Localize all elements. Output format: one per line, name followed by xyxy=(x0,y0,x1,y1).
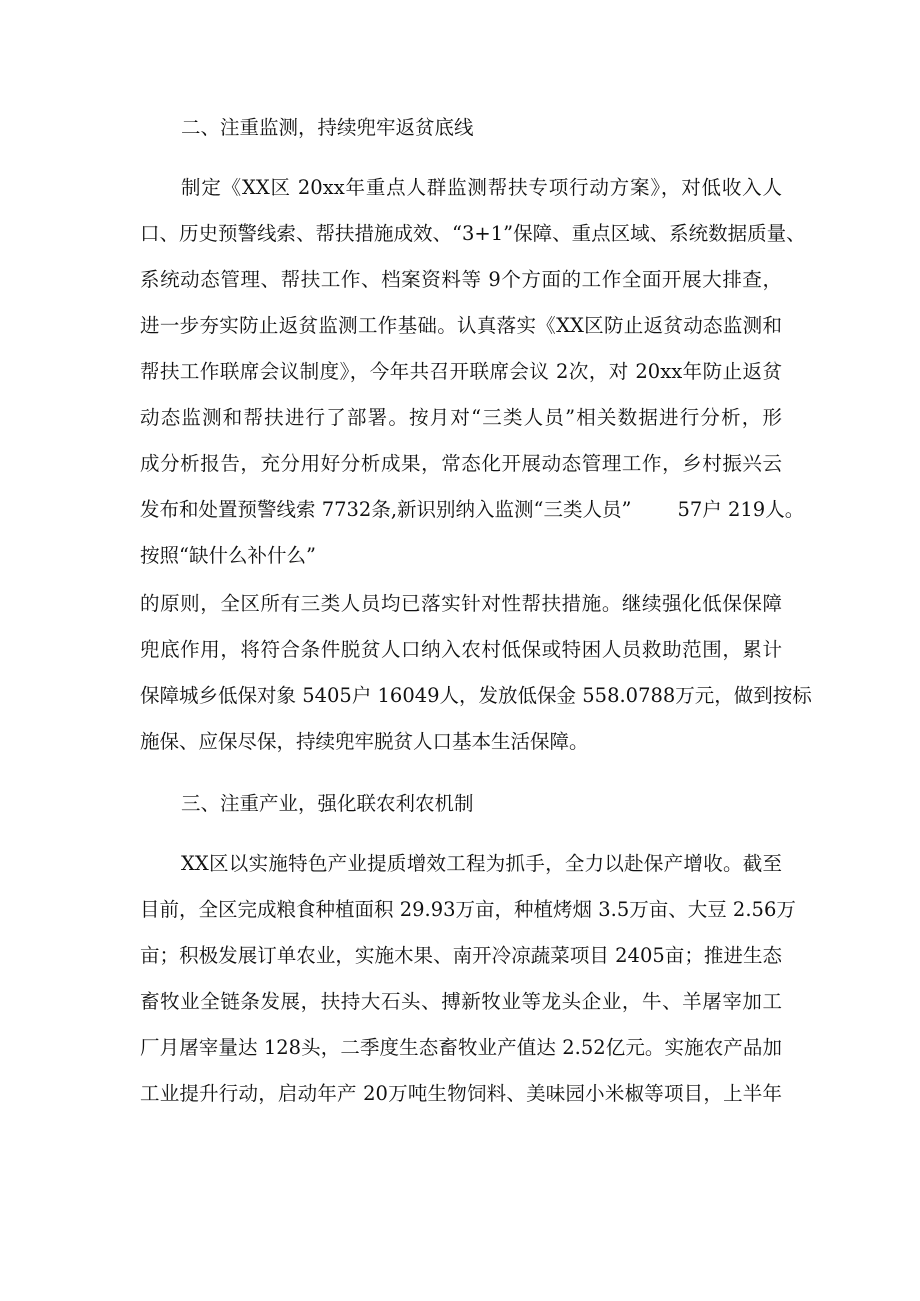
paragraph-text: 57户 219人。 xyxy=(677,498,805,521)
paragraph-line: 成分析报告，充分用好分析成果，常态化开展动态管理工作，乡村振兴云 xyxy=(140,452,782,475)
paragraph-line: 目前，全区完成粮食种植面积 29.93万亩，种植烤烟 3.5万亩、大豆 2.56万 xyxy=(140,898,796,921)
paragraph-line: 的原则，全区所有三类人员均已落实针对性帮扶措施。继续强化低保保障 xyxy=(140,592,782,615)
section-heading-2: 二、注重监测，持续兜牢返贫底线 xyxy=(181,116,474,139)
paragraph-line: 厂月屠宰量达 128头，二季度生态畜牧业产值达 2.52亿元。实施农产品加 xyxy=(140,1036,782,1059)
paragraph-line: 工业提升行动，启动年产 20万吨生物饲料、美味园小米椒等项目，上半年 xyxy=(140,1082,782,1105)
paragraph-line: 系统动态管理、帮扶工作、档案资料等 9个方面的工作全面开展大排查， xyxy=(140,268,782,291)
paragraph-line: 动态监测和帮扶进行了部署。按月对“三类人员”相关数据进行分析，形 xyxy=(140,406,782,429)
paragraph-line: 畜牧业全链条发展，扶持大石头、搏新牧业等龙头企业，牛、羊屠宰加工 xyxy=(140,990,782,1013)
paragraph-line: 兜底作用，将符合条件脱贫人口纳入农村低保或特困人员救助范围，累计 xyxy=(140,638,782,661)
paragraph-line: 按照“缺什么补什么” xyxy=(140,544,316,567)
paragraph-line: 口、历史预警线索、帮扶措施成效、“3+1”保障、重点区域、系统数据质量、 xyxy=(140,222,806,245)
paragraph-line: 保障城乡低保对象 5405户 16049人，发放低保金 558.0788万元，做到按标 xyxy=(140,684,812,707)
paragraph-line: 帮扶工作联席会议制度》，今年共召开联席会议 2次，对 20xx年防止返贫 xyxy=(140,360,782,383)
section-heading-3: 三、注重产业，强化联农利农机制 xyxy=(181,792,474,815)
paragraph-line: 亩；积极发展订单农业，实施木果、南开冷凉蔬菜项目 2405亩；推进生态 xyxy=(140,944,782,967)
paragraph-line: 制定《XX区 20xx年重点人群监测帮扶专项行动方案》，对低收入人 xyxy=(181,176,782,199)
paragraph-text: 发布和处置预警线索 7732条,新识别纳入监测“三类人员” xyxy=(140,498,632,521)
paragraph-line xyxy=(140,496,804,524)
paragraph-line: 进一步夯实防止返贫监测工作基础。认真落实《XX区防止返贫动态监测和 xyxy=(140,314,782,337)
paragraph-line: XX区以实施特色产业提质增效工程为抓手，全力以赴保产增收。截至 xyxy=(181,852,782,875)
paragraph-line: 施保、应保尽保，持续兜牢脱贫人口基本生活保障。 xyxy=(140,730,589,753)
